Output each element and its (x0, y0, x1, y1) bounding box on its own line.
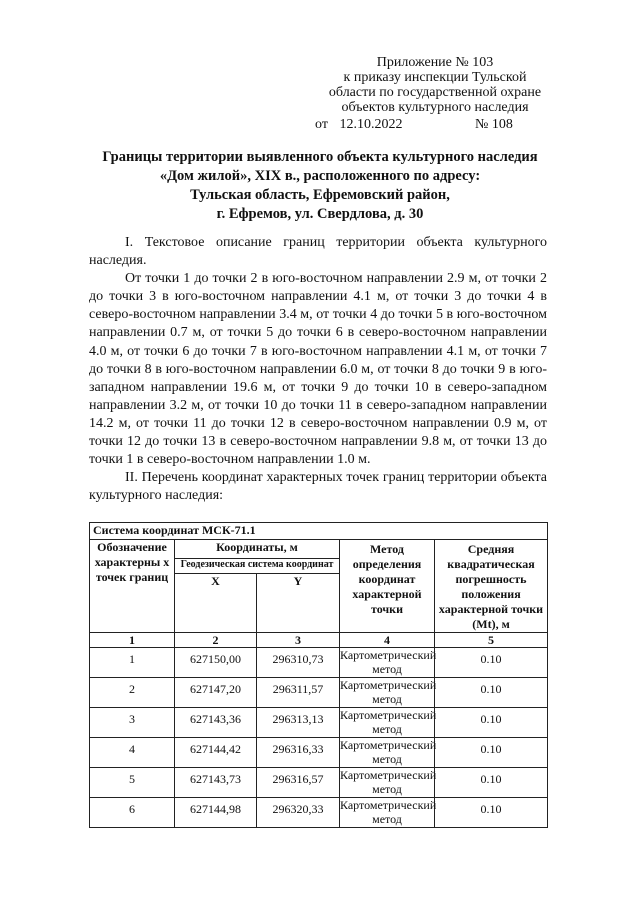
col-number: 4 (340, 633, 435, 648)
title-line: Границы территории выявленного объекта культурного наследия (102, 149, 538, 165)
col-geodetic: Геодезическая система координат (175, 558, 340, 573)
coord-x: 627147,20 (175, 678, 257, 708)
method: Картометрический метод (340, 798, 437, 826)
order-date-line (315, 117, 575, 133)
method: Картометрический метод (340, 678, 437, 706)
coordinates-table (89, 522, 548, 828)
section1-body: От точки 1 до точки 2 в юго-восточном направлении 2.9 м, от точки 2 до точки 3 в юго-восточном направлении 4.1 м, от точки 3 до точки 4 в северо-восточном направлении 3.4 м, от точки 4 до точки 5 в юго-восточном направлении 0.7 м, от точки 5 до точки 6 в северо-восточном направлении 4.0 м, от точки 6 до точки 7 в юго-восточном направлении 4.1 м, от точки 7 до точки 8 в юго-восточном направлении 6.0 м, от точки 8 до точки 9 в юго-западном направлении 19.6 м, от точки 9 до точки 10 в северо-западном направлении 3.2 м, от точки 10 до точки 11 в северо-западном направлении 14.2 м, от точки 11 до точки 12 в северо-восточном направлении 0.9 м, от точки 12 до точки 13 в северо-восточном направлении 9.8 м, от точки 13 до точки 1 в северо-восточном направлении 1.0 м. (89, 271, 547, 468)
coord-y: 296313,13 (257, 708, 340, 738)
coord-x: 627144,42 (175, 738, 257, 768)
col-number: 5 (435, 633, 548, 648)
method: Картометрический метод (340, 648, 437, 676)
coord-x: 627144,98 (175, 798, 257, 828)
col-y: Y (257, 574, 340, 633)
col-x: X (175, 574, 257, 633)
col-number: 3 (257, 633, 340, 648)
coord-y: 296316,57 (257, 768, 340, 798)
col-accuracy: Средняя квадратическая погрешность положения характерной точки (Mt), м (435, 540, 548, 633)
order-date: 12.10.2022 (339, 117, 403, 132)
col-method: Метод определения координат характерной точки (340, 540, 435, 633)
point-id: 4 (90, 738, 175, 768)
point-id: 2 (90, 678, 175, 708)
coord-x: 627150,00 (175, 648, 257, 678)
col-coordinates: Координаты, м (175, 540, 340, 559)
col-designation: Обозначение характерны х точек границ (90, 540, 175, 633)
title-line: «Дом жилой», XIX в., расположенного по адресу: (159, 168, 481, 184)
coord-x: 627143,36 (175, 708, 257, 738)
method: Картометрический метод (340, 708, 437, 736)
col-number: 1 (90, 633, 175, 648)
table-row (90, 738, 548, 768)
accuracy: 0.10 (435, 738, 548, 768)
appendix-line: объектов культурного наследия (341, 100, 529, 115)
point-id: 1 (90, 648, 175, 678)
appendix-header (300, 55, 570, 115)
accuracy: 0.10 (435, 648, 548, 678)
method: Картометрический метод (340, 738, 437, 766)
accuracy: 0.10 (435, 798, 548, 828)
accuracy: 0.10 (435, 708, 548, 738)
table-row (90, 678, 548, 708)
coord-y: 296310,73 (257, 648, 340, 678)
coord-x: 627143,73 (175, 768, 257, 798)
coord-y: 296316,33 (257, 738, 340, 768)
order-number: № 108 (475, 117, 513, 132)
accuracy: 0.10 (435, 678, 548, 708)
document-title (70, 148, 570, 224)
appendix-line: области по государственной охране (328, 85, 542, 100)
table-row (90, 798, 548, 828)
body-text (89, 234, 547, 505)
col-number: 2 (175, 633, 257, 648)
title-line: Тульская область, Ефремовский район, (190, 187, 450, 203)
title-line: г. Ефремов, ул. Свердлова, д. 30 (216, 206, 424, 222)
accuracy: 0.10 (435, 768, 548, 798)
point-id: 6 (90, 798, 175, 828)
section1-heading: I. Текстовое описание границ территории объекта культурного наследия. (89, 235, 547, 269)
point-id: 3 (90, 708, 175, 738)
appendix-line: к приказу инспекции Тульской (343, 70, 527, 85)
section2-heading: II. Перечень координат характерных точек границ территории объекта культурного наследия: (89, 470, 547, 504)
appendix-line: Приложение № 103 (376, 55, 494, 70)
point-id: 5 (90, 768, 175, 798)
date-prefix: от (315, 117, 328, 132)
coord-y: 296311,57 (257, 678, 340, 708)
table-row (90, 648, 548, 678)
method: Картометрический метод (340, 768, 437, 796)
coord-y: 296320,33 (257, 798, 340, 828)
coordinate-system: Система координат МСК-71.1 (90, 523, 548, 540)
table-row (90, 768, 548, 798)
table-row (90, 708, 548, 738)
